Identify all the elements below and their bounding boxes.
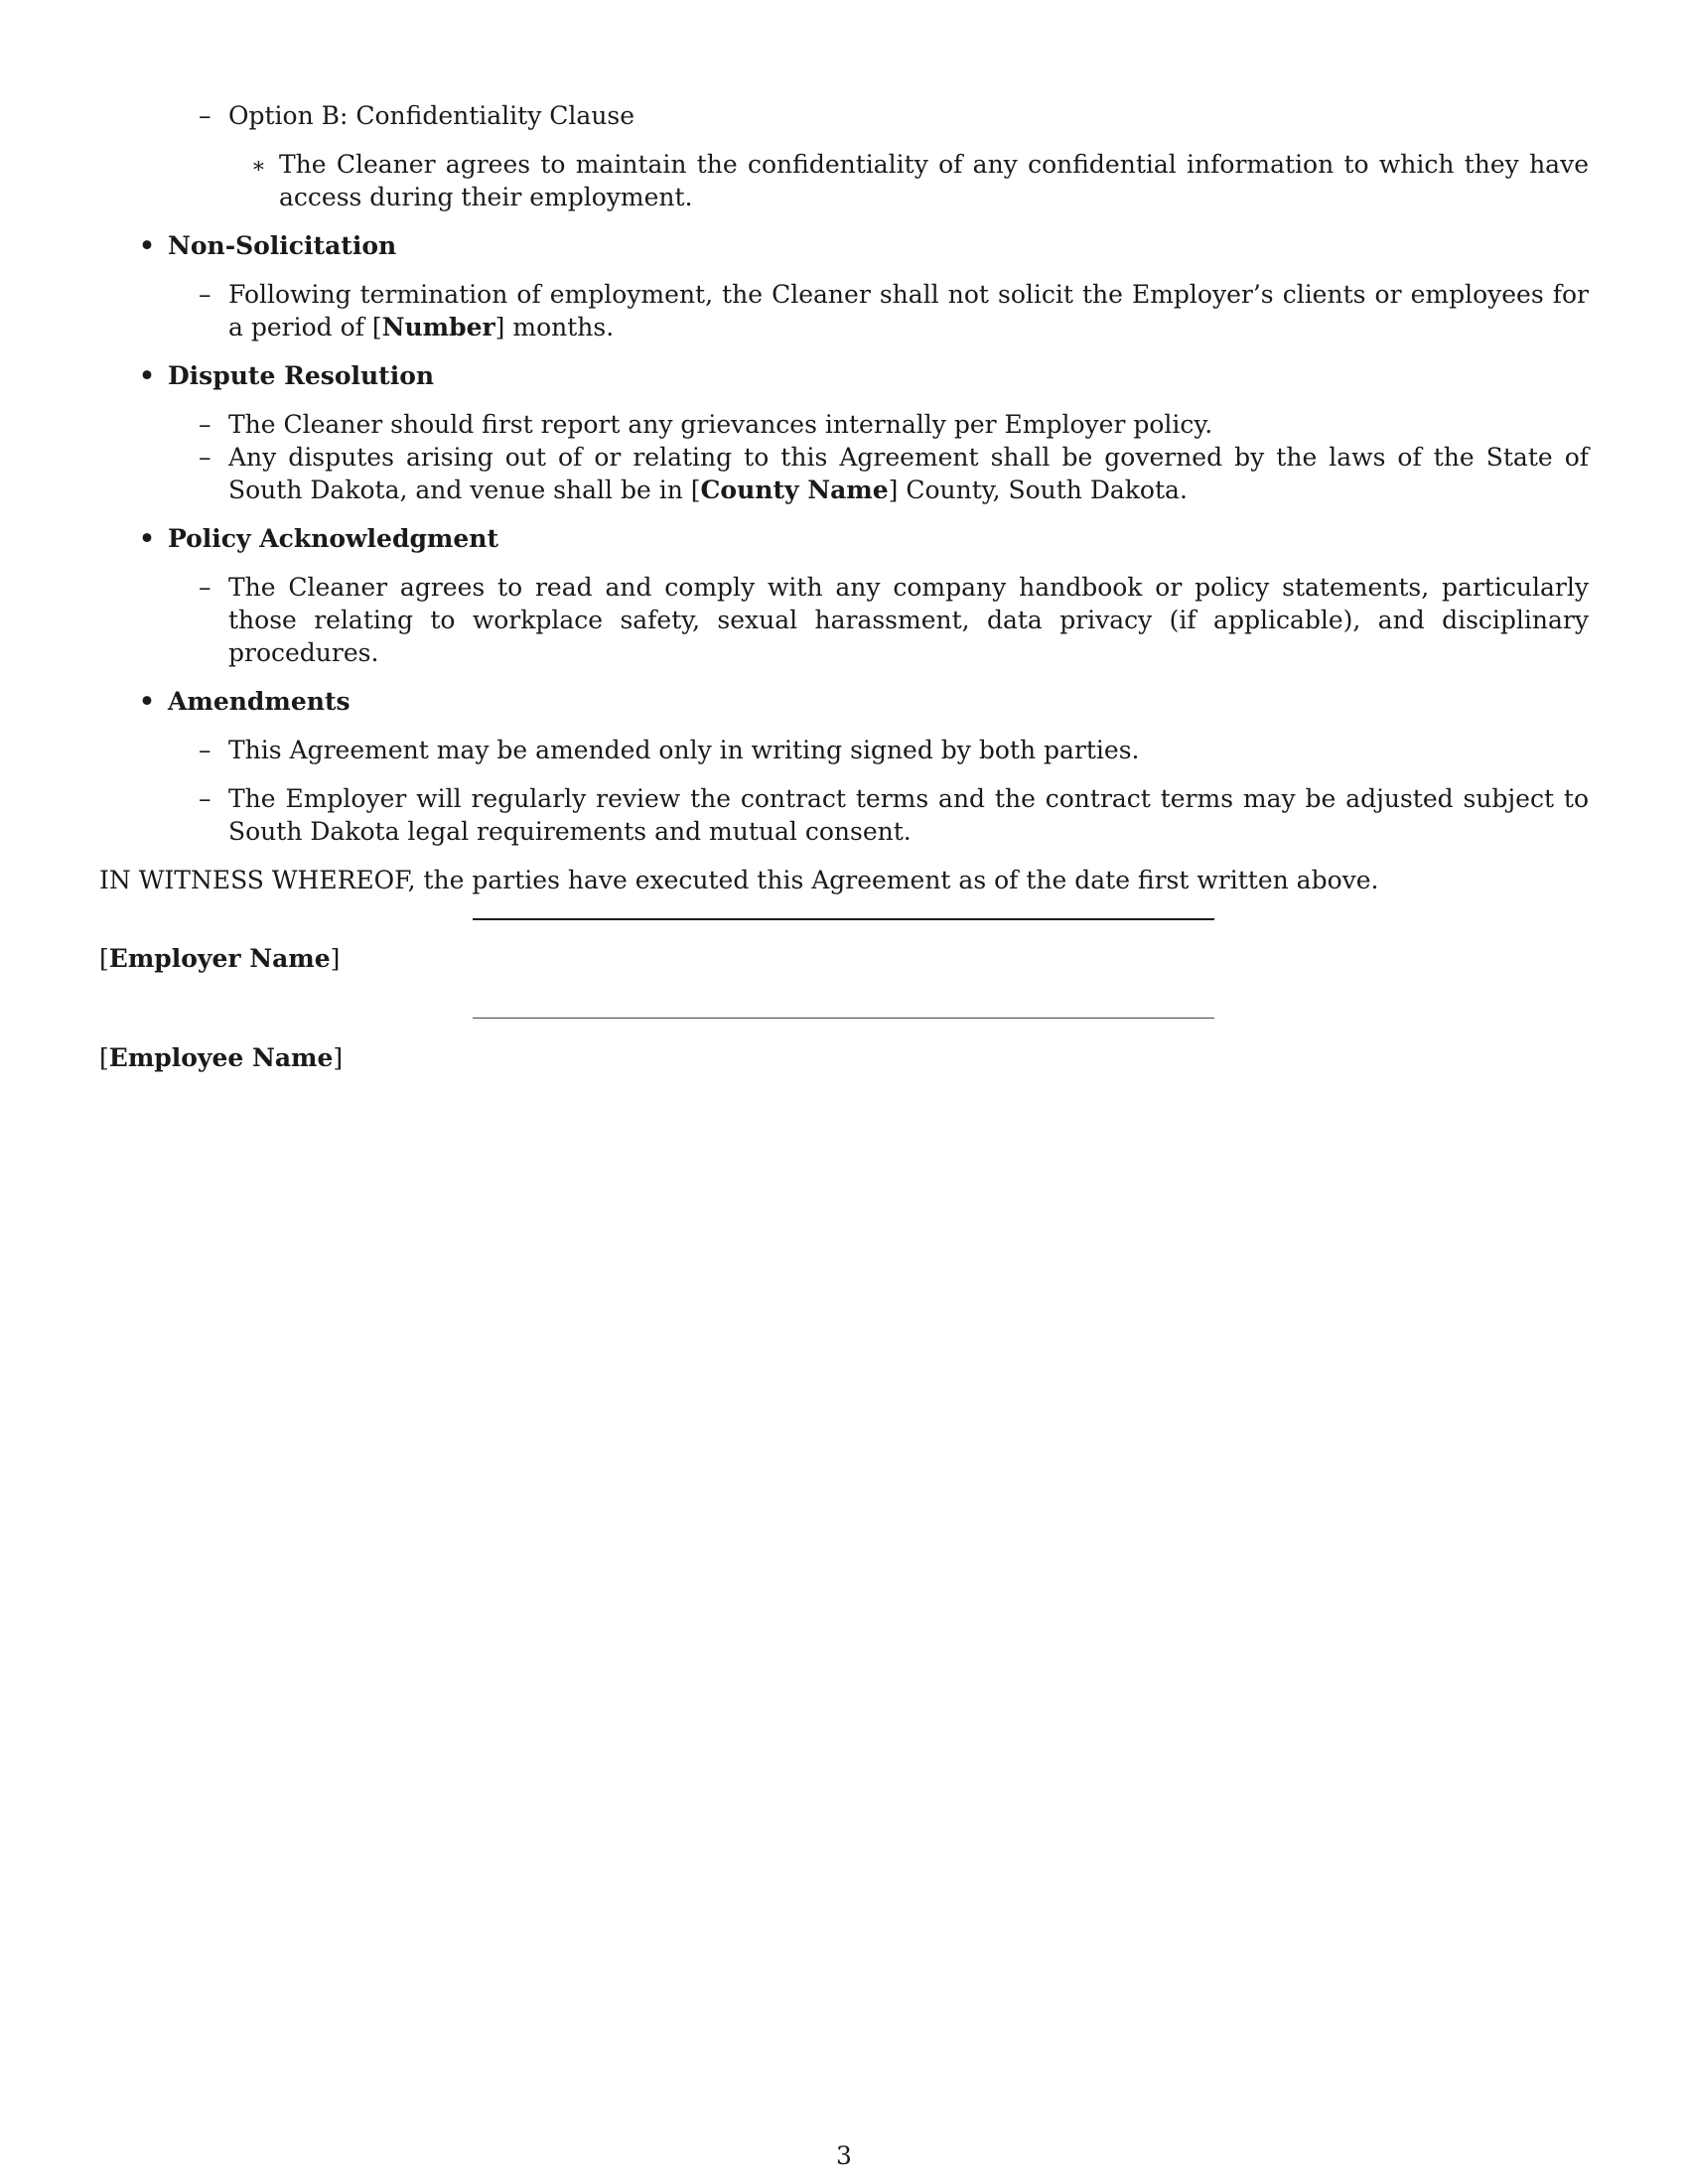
dash-marker: – [199, 443, 211, 472]
bullet-marker: • [139, 524, 155, 553]
amendments-item-2 [199, 782, 1589, 848]
non-solicitation-title: Non-Solicitation [168, 231, 397, 260]
employer-signature-line [473, 918, 1214, 920]
policy-acknowledgment-title: Policy Acknowledgment [168, 524, 499, 553]
amendments-item-2-text: The Employer will regularly review the contract terms and the contract terms may be adjusted subject to South Dakota legal requirements and mutual consent. [228, 784, 1589, 846]
dispute-item-2-text-before: Any disputes arising out of or relating to this Agreement shall be governed by the laws of the State of South Dakota, and venue shall be in [ [228, 443, 1589, 504]
witness-statement: IN WITNESS WHEREOF, the parties have executed this Agreement as of the date first written above. [99, 866, 1379, 894]
policy-acknowledgment-text: The Cleaner agrees to read and comply with any company handbook or policy statements, particularly those relating to workplace safety, sexual harassment, data privacy (if applicable), and disciplinary procedures. [228, 573, 1589, 667]
employee-name-label: [Employee Name] [99, 1043, 344, 1072]
dispute-item-1-text: The Cleaner should first report any grievances internally per Employer policy. [228, 410, 1213, 439]
non-solicitation-item [199, 278, 1589, 343]
amendments-title: Amendments [168, 687, 351, 716]
policy-acknowledgment-heading [139, 522, 1589, 555]
option-b-detail [251, 148, 1589, 213]
page-number: 3 [836, 2141, 852, 2170]
non-solicitation-heading [139, 229, 1589, 262]
bullet-marker: • [139, 687, 155, 716]
dispute-item-2-text-after: ] County, South Dakota. [888, 476, 1188, 504]
dash-marker: – [199, 101, 211, 130]
employee-signature-line [473, 1018, 1214, 1019]
employer-name-label: [Employer Name] [99, 944, 341, 973]
dispute-resolution-title: Dispute Resolution [168, 361, 435, 390]
dash-marker: – [199, 410, 211, 439]
dash-marker: – [199, 736, 211, 764]
employee-signature-block [99, 1018, 1589, 1117]
dispute-item-2 [199, 441, 1589, 506]
policy-acknowledgment-item [199, 571, 1589, 669]
star-marker: ∗ [251, 154, 266, 179]
non-solicitation-text-before: Following termination of employment, the Cleaner shall not solicit the Employer’s clients or employees for a period of [ [228, 280, 1589, 341]
employer-signature-block [99, 918, 1589, 1018]
option-b-title: Option B: Confidentiality Clause [228, 101, 635, 130]
bullet-marker: • [139, 361, 155, 390]
county-name-placeholder: County Name [700, 476, 889, 504]
employer-name: Employer Name [108, 944, 331, 973]
employee-name: Employee Name [108, 1043, 334, 1072]
document-page [99, 99, 1589, 1117]
amendments-item-1 [199, 734, 1589, 766]
non-solicitation-text-after: ] months. [494, 313, 615, 341]
dash-marker: – [199, 573, 211, 602]
amendments-item-1-text: This Agreement may be amended only in writing signed by both parties. [228, 736, 1140, 764]
dash-marker: – [199, 784, 211, 813]
option-b-item [199, 99, 1589, 132]
dispute-item-1 [199, 408, 1589, 441]
dispute-resolution-heading [139, 359, 1589, 392]
number-placeholder: Number [381, 313, 495, 341]
bullet-marker: • [139, 231, 155, 260]
dash-marker: – [199, 280, 211, 309]
option-b-text: The Cleaner agrees to maintain the confidentiality of any confidential information to which they have access during their employment. [279, 150, 1589, 211]
amendments-heading [139, 685, 1589, 718]
